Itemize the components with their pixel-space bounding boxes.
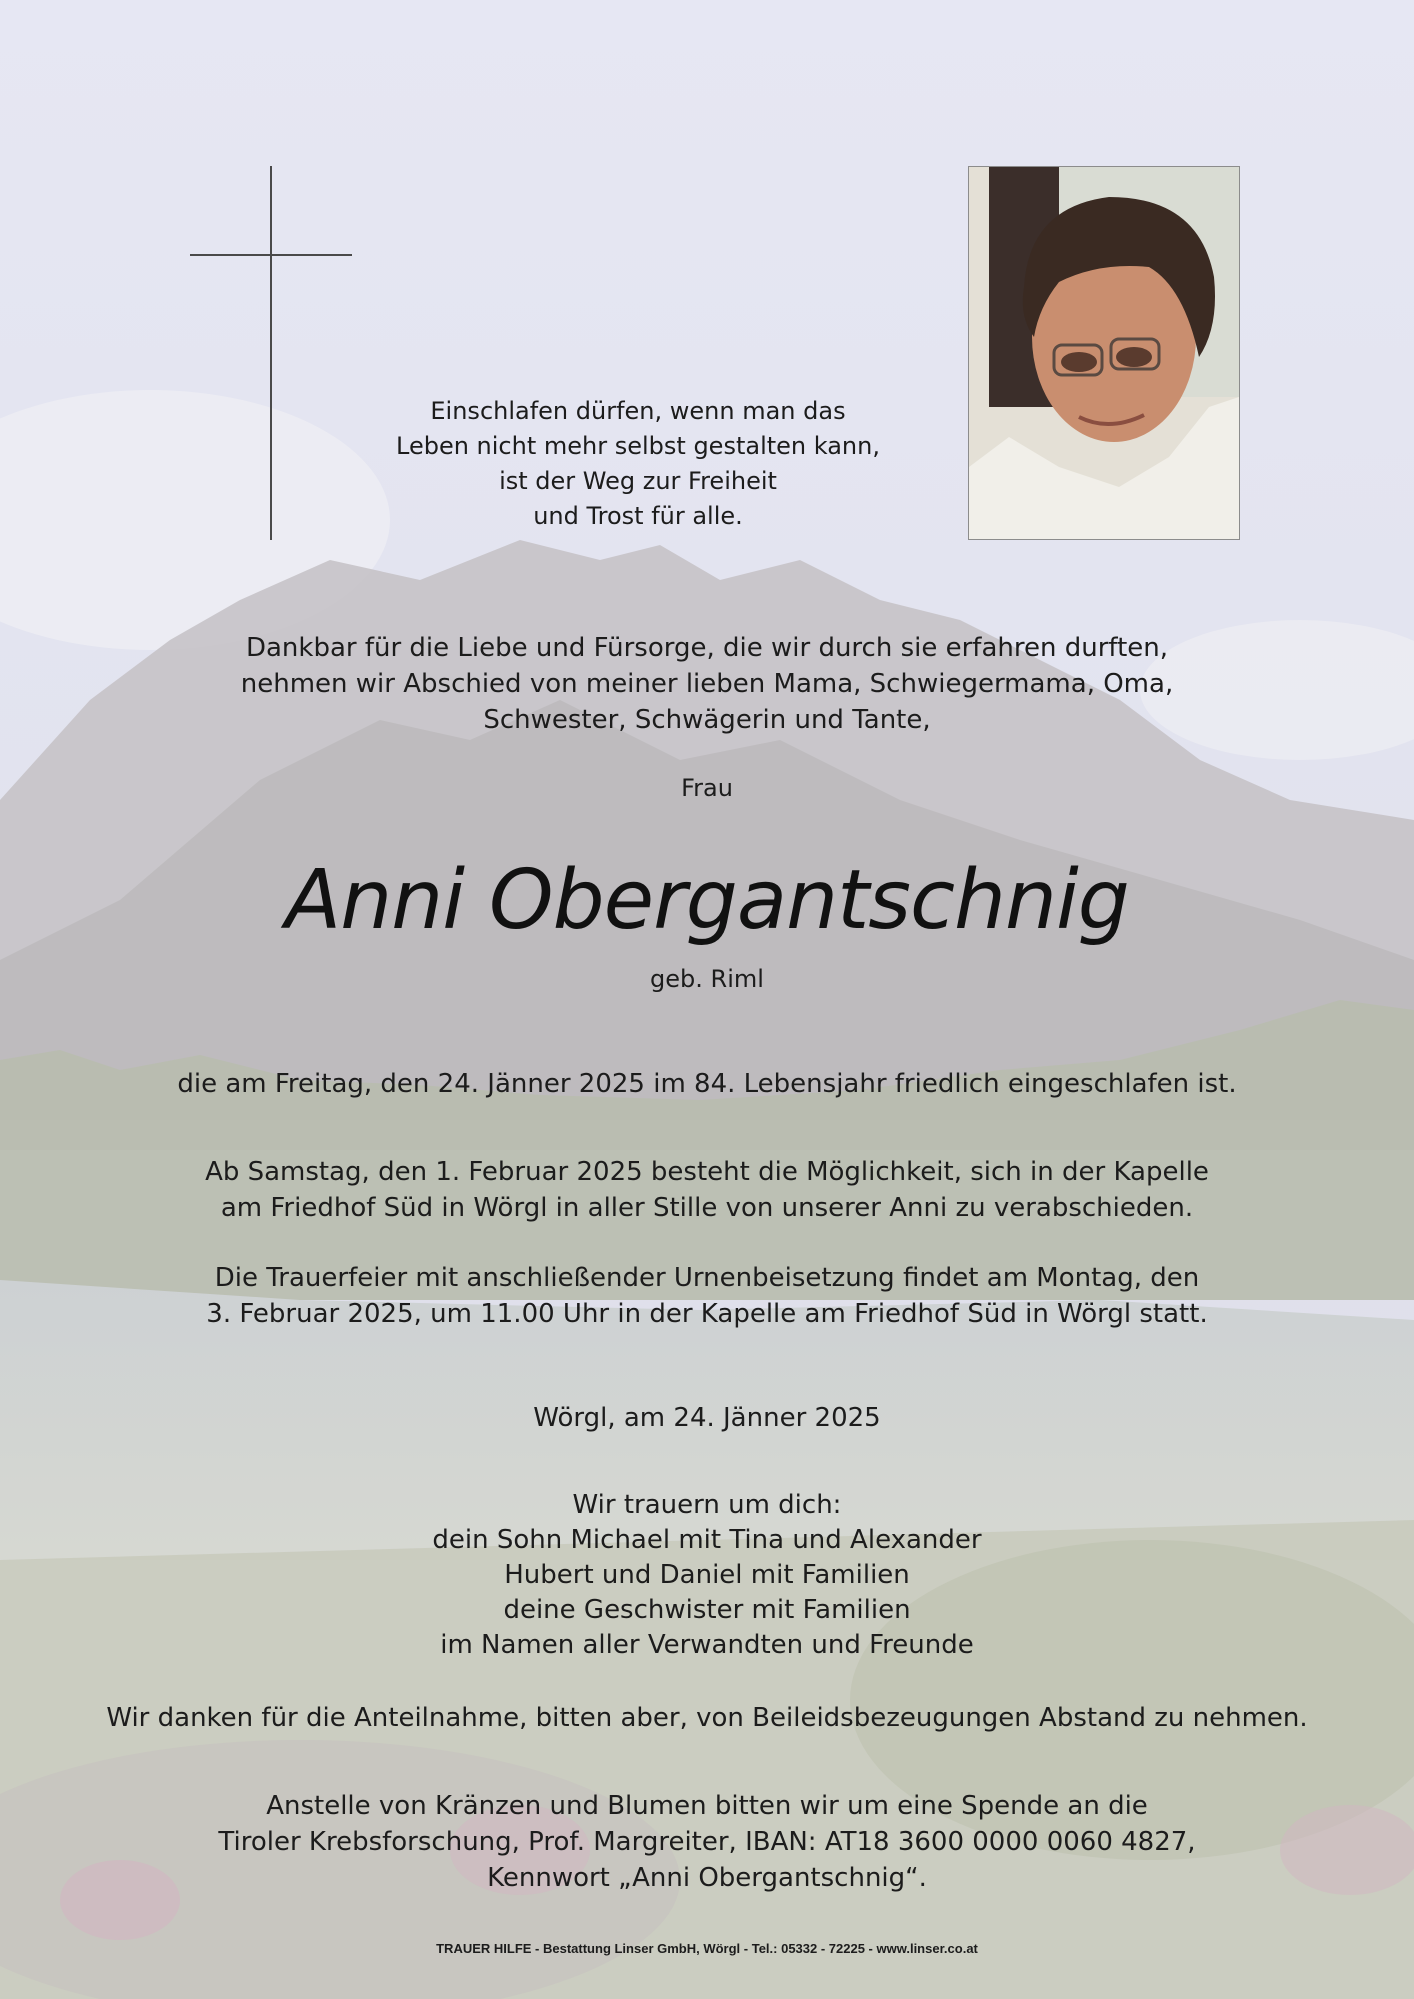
thanks-note: Wir danken für die Anteilnahme, bitten aber, von Beileidsbezeugungen Abstand zu nehmen. [106,1703,1308,1733]
poem-line: Leben nicht mehr selbst gestalten kann, [396,432,880,460]
intro-line: Dankbar für die Liebe und Fürsorge, die wir durch sie erfahren durften, [245,633,1169,663]
intro-line: nehmen wir Abschied von meiner lieben Mama, Schwiegermama, Oma, [240,669,1174,699]
viewing-line: am Friedhof Süd in Wörgl in aller Stille von unserer Anni zu verabschieden. [220,1193,1194,1223]
ceremony-info [60,1260,1354,1332]
poem-line: und Trost für alle. [533,502,743,530]
mourners-line: deine Geschwister mit Familien [503,1595,911,1625]
portrait-photo [968,166,1240,540]
mourners-line: Hubert und Daniel mit Familien [504,1560,910,1590]
death-notice: die am Freitag, den 24. Jänner 2025 im 84. Lebensjahr friedlich eingeschlafen ist. [177,1069,1237,1099]
memorial-poem [356,394,920,534]
birth-name: geb. Riml [650,965,764,993]
donation-line: Anstelle von Kränzen und Blumen bitten wir um eine Spende an die [266,1791,1148,1821]
mourners-line: dein Sohn Michael mit Tina und Alexander [432,1525,982,1555]
place-and-date: Wörgl, am 24. Jänner 2025 [533,1403,881,1433]
cross-icon [190,166,352,540]
salutation: Frau [681,774,733,802]
intro-line: Schwester, Schwägerin und Tante, [483,705,931,735]
donation-line: Kennwort „Anni Obergantschnig“. [487,1863,927,1893]
viewing-info [60,1154,1354,1226]
mourners-line: Wir trauern um dich: [572,1490,842,1520]
deceased-name: Anni Obergantschnig [285,853,1129,948]
funeral-home-footer: TRAUER HILFE - Bestattung Linser GmbH, Wörgl - Tel.: 05332 - 72225 - www.linser.co.at [436,1941,978,1956]
viewing-line: Ab Samstag, den 1. Februar 2025 besteht die Möglichkeit, sich in der Kapelle [205,1157,1209,1187]
ceremony-line: Die Trauerfeier mit anschließender Urnenbeisetzung findet am Montag, den [214,1263,1200,1293]
mourners-list [80,1488,1334,1663]
poem-line: ist der Weg zur Freiheit [499,467,777,495]
donation-request [80,1788,1334,1896]
intro-text [80,630,1334,738]
mourners-line: im Namen aller Verwandten und Freunde [440,1630,974,1660]
poem-line: Einschlafen dürfen, wenn man das [430,397,846,425]
ceremony-line: 3. Februar 2025, um 11.00 Uhr in der Kapelle am Friedhof Süd in Wörgl statt. [206,1299,1208,1329]
donation-line: Tiroler Krebsforschung, Prof. Margreiter, IBAN: AT18 3600 0000 0060 4827, [218,1827,1196,1857]
